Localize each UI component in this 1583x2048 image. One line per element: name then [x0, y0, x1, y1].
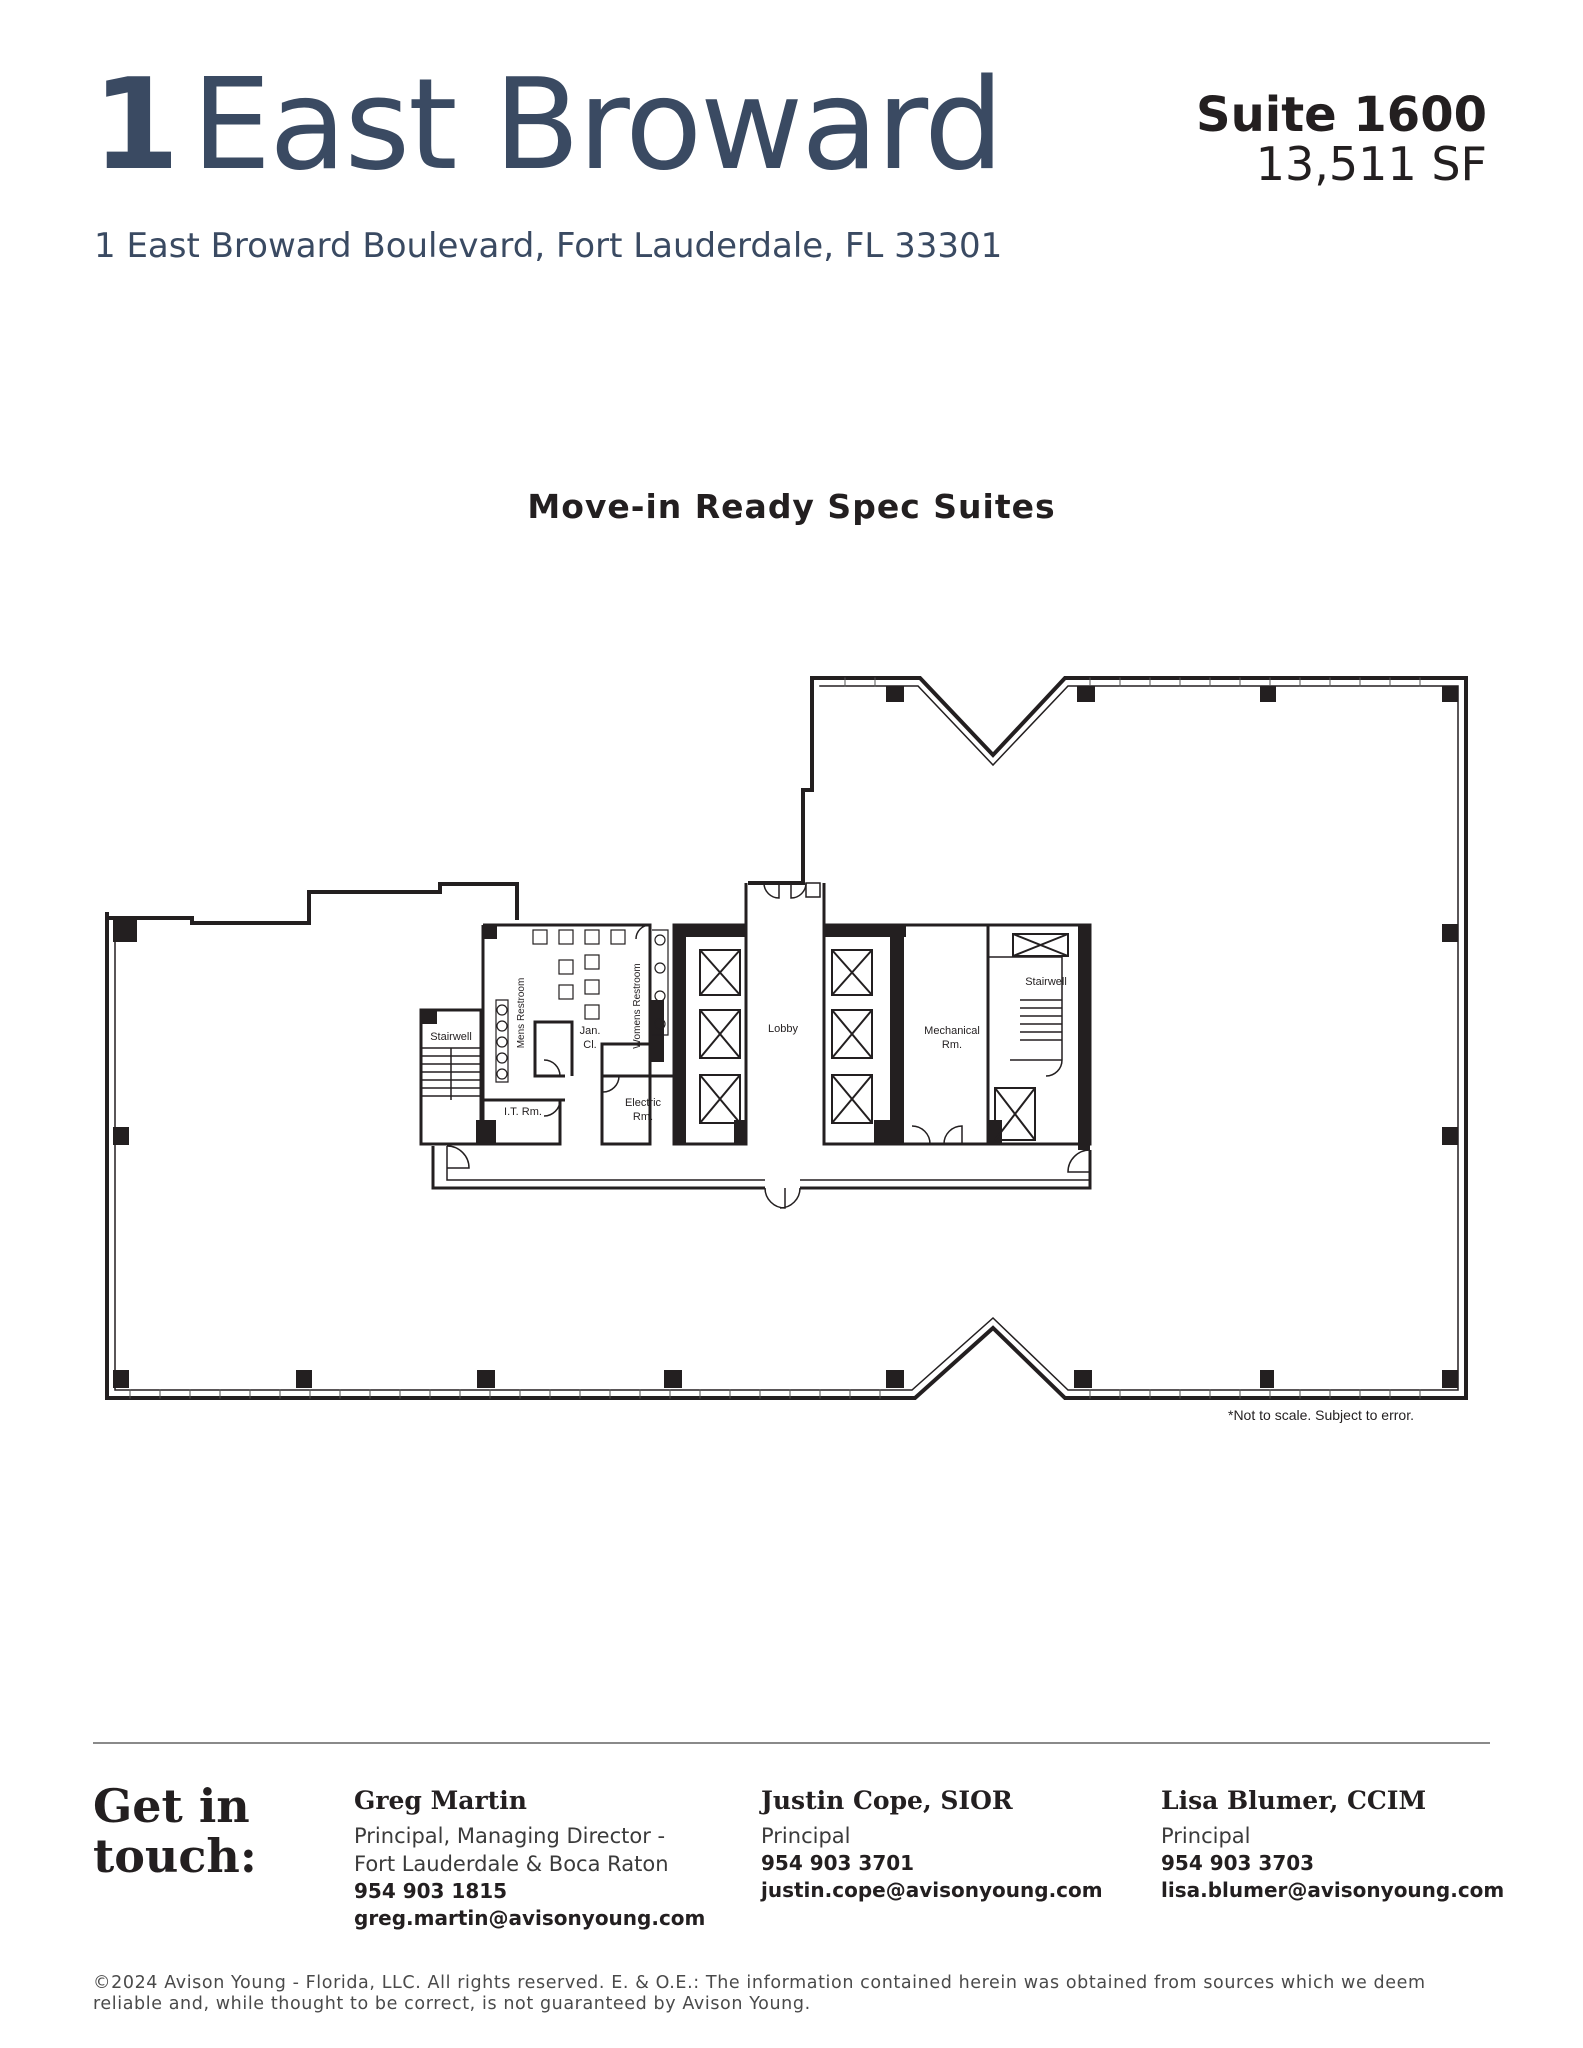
contact-phone[interactable]: 954 903 3701	[761, 1851, 915, 1876]
label-stairwell-right: Stairwell	[1025, 976, 1067, 988]
label-womens-restroom: Womens Restroom	[632, 963, 643, 1049]
outer-walls	[107, 678, 1466, 1398]
label-electric-2: Rm.	[632, 1111, 654, 1123]
plan-heading: Move-in Ready Spec Suites	[527, 487, 1056, 526]
contact-card	[761, 1784, 1103, 1904]
contact-email[interactable]: lisa.blumer@avisonyoung.com	[1161, 1878, 1505, 1903]
divider-line	[93, 1742, 1490, 1744]
legal-footer: ©2024 Avison Young - Florida, LLC. All rights reserved. E. & O.E.: The information contained herein was obtained from sources which we deem reliable and, while thought to be correct, is not guaranteed by Avison Young.	[93, 1973, 1426, 2014]
contact-title-2: Fort Lauderdale & Boca Raton	[354, 1852, 669, 1877]
label-it-room: I.T. Rm.	[504, 1106, 542, 1118]
building-number: 1	[92, 51, 178, 198]
contact-title: Principal, Managing Director -	[354, 1823, 666, 1848]
stairwell-right-room	[988, 925, 1090, 1144]
building-name: East Broward	[191, 51, 1002, 198]
label-electric-1: Electric	[624, 1097, 662, 1109]
contact-email[interactable]: justin.cope@avisonyoung.com	[761, 1878, 1103, 1903]
doors	[447, 883, 1090, 1208]
contact-phone[interactable]: 954 903 1815	[354, 1879, 508, 1904]
contact-name: Lisa Blumer, CCIM	[1161, 1786, 1427, 1815]
get-in-touch-heading	[93, 1779, 257, 1883]
elevator-cabs	[700, 934, 1068, 1140]
label-stairwell-left: Stairwell	[430, 1031, 472, 1043]
contact-name: Greg Martin	[354, 1786, 527, 1815]
building-address: 1 East Broward Boulevard, Fort Lauderdale, FL 33301	[94, 226, 1003, 266]
suite-name: Suite 1600	[1196, 87, 1487, 143]
contact-name: Justin Cope, SIOR	[761, 1786, 1013, 1815]
contact-card	[1161, 1784, 1504, 1904]
label-jan-2: Cl.	[583, 1039, 597, 1051]
contact-phone[interactable]: 954 903 3703	[1161, 1851, 1315, 1876]
label-lobby: Lobby	[768, 1023, 798, 1035]
corridor-wall	[433, 1146, 1090, 1188]
lobby-walls	[746, 883, 824, 1144]
contact-title: Principal	[761, 1823, 851, 1848]
label-mechanical-2: Rm.	[941, 1039, 963, 1051]
heading-line-2: touch:	[93, 1828, 257, 1883]
label-jan-1: Jan.	[579, 1025, 601, 1037]
suite-area: 13,511 SF	[1255, 137, 1487, 192]
label-mechanical-1: Mechanical	[924, 1025, 980, 1037]
outer-wall	[107, 678, 1466, 1398]
scale-note: *Not to scale. Subject to error.	[1228, 1407, 1414, 1423]
corridor-wall-inner	[447, 1146, 1090, 1180]
building-columns	[113, 686, 1458, 1388]
heading-line-1: Get in	[93, 1779, 250, 1833]
elevator-bank-right	[824, 925, 894, 1144]
contact-card	[354, 1784, 705, 1932]
contact-title: Principal	[1161, 1823, 1251, 1848]
outer-wall-inner-line	[115, 686, 1458, 1390]
contact-email[interactable]: greg.martin@avisonyoung.com	[354, 1906, 706, 1931]
label-mens-restroom: Mens Restroom	[516, 977, 527, 1049]
window-ticks	[130, 678, 1420, 1398]
